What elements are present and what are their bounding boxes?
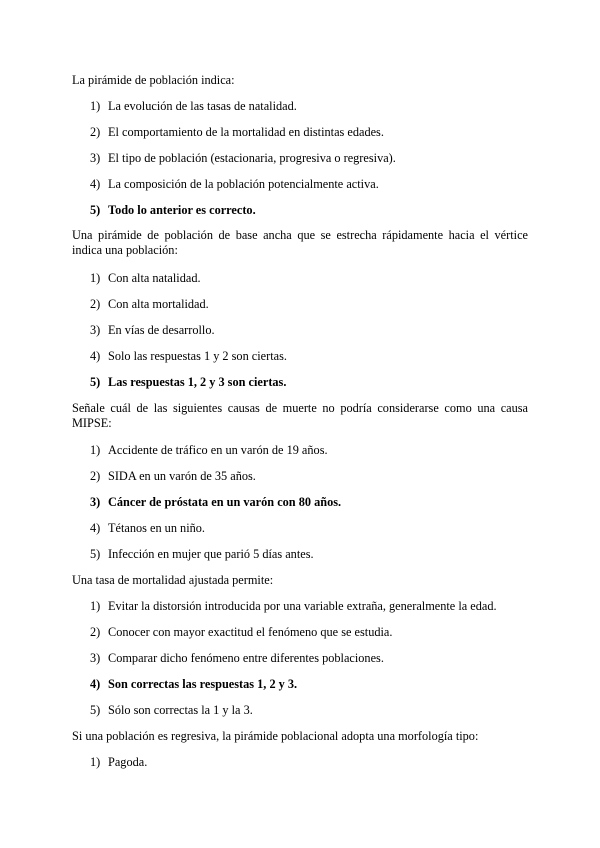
option-number: 5): [90, 203, 101, 217]
option-number: 1): [90, 443, 101, 457]
option-text: Sólo son correctas la 1 y la 3.: [108, 703, 253, 717]
question-4-option-3: [90, 651, 384, 666]
option-number: 2): [90, 625, 101, 639]
option-number: 4): [90, 677, 101, 691]
option-number: 5): [90, 375, 101, 389]
option-number: 1): [90, 755, 101, 769]
option-number: 3): [90, 651, 101, 665]
question-3-text: Señale cuál de las siguientes causas de muerte no podría considerarse como una causa MIPSE:: [72, 401, 528, 430]
question-2-option-3: [90, 323, 215, 338]
question-5-text: Si una población es regresiva, la pirámide poblacional adopta una morfología tipo:: [72, 729, 479, 743]
option-number: 4): [90, 349, 101, 363]
option-number: 1): [90, 599, 101, 613]
option-number: 4): [90, 177, 101, 191]
option-text: El tipo de población (estacionaria, progresiva o regresiva).: [108, 151, 396, 165]
question-1-option-4: [90, 177, 379, 192]
question-2-option-4: [90, 349, 287, 364]
question-4-option-2: [90, 625, 392, 640]
option-number: 3): [90, 495, 101, 509]
question-2-option-1: [90, 271, 201, 286]
option-text: Comparar dicho fenómeno entre diferentes poblaciones.: [108, 651, 384, 665]
option-text: La evolución de las tasas de natalidad.: [108, 99, 297, 113]
option-number: 2): [90, 469, 101, 483]
option-text: Cáncer de próstata en un varón con 80 años.: [108, 495, 342, 509]
question-3-option-1: [90, 443, 328, 458]
question-3-option-3-correct: [90, 495, 341, 510]
question-4-option-5: [90, 703, 253, 718]
option-text: Las respuestas 1, 2 y 3 son ciertas.: [108, 375, 287, 389]
question-1-option-2: [90, 125, 384, 140]
question-2-text: Una pirámide de población de base ancha que se estrecha rápidamente hacia el vértice indica una población:: [72, 228, 528, 257]
option-text: Con alta mortalidad.: [108, 297, 209, 311]
option-number: 5): [90, 547, 101, 561]
option-number: 1): [90, 271, 101, 285]
question-3-option-4: [90, 521, 205, 536]
question-3-option-2: [90, 469, 256, 484]
option-number: 2): [90, 297, 101, 311]
option-text: Todo lo anterior es correcto.: [108, 203, 256, 217]
question-1-option-5-correct: [90, 203, 256, 218]
option-text: Evitar la distorsión introducida por una variable extraña, generalmente la edad.: [108, 599, 497, 613]
option-text: Solo las respuestas 1 y 2 son ciertas.: [108, 349, 287, 363]
option-text: Son correctas las respuestas 1, 2 y 3.: [108, 677, 298, 691]
option-number: 3): [90, 323, 101, 337]
option-number: 5): [90, 703, 101, 717]
option-number: 4): [90, 521, 101, 535]
question-1-option-3: [90, 151, 396, 166]
option-text: En vías de desarrollo.: [108, 323, 215, 337]
option-text: El comportamiento de la mortalidad en distintas edades.: [108, 125, 384, 139]
option-text: Infección en mujer que parió 5 días antes.: [108, 547, 314, 561]
option-number: 3): [90, 151, 101, 165]
option-text: Con alta natalidad.: [108, 271, 201, 285]
option-number: 2): [90, 125, 101, 139]
option-text: La composición de la población potencialmente activa.: [108, 177, 379, 191]
option-text: Accidente de tráfico en un varón de 19 años.: [108, 443, 328, 457]
question-4-option-1: [90, 599, 497, 614]
option-text: Pagoda.: [108, 755, 148, 769]
option-text: SIDA en un varón de 35 años.: [108, 469, 256, 483]
question-1-option-1: [90, 99, 297, 114]
question-2-option-5-correct: [90, 375, 286, 390]
option-text: Tétanos en un niño.: [108, 521, 205, 535]
option-number: 1): [90, 99, 101, 113]
option-text: Conocer con mayor exactitud el fenómeno que se estudia.: [108, 625, 393, 639]
question-4-text: Una tasa de mortalidad ajustada permite:: [72, 573, 274, 587]
question-2-option-2: [90, 297, 209, 312]
question-3-option-5: [90, 547, 314, 562]
question-5-option-1: [90, 755, 147, 770]
question-4-option-4-correct: [90, 677, 297, 692]
question-1-text: La pirámide de población indica:: [72, 73, 235, 87]
